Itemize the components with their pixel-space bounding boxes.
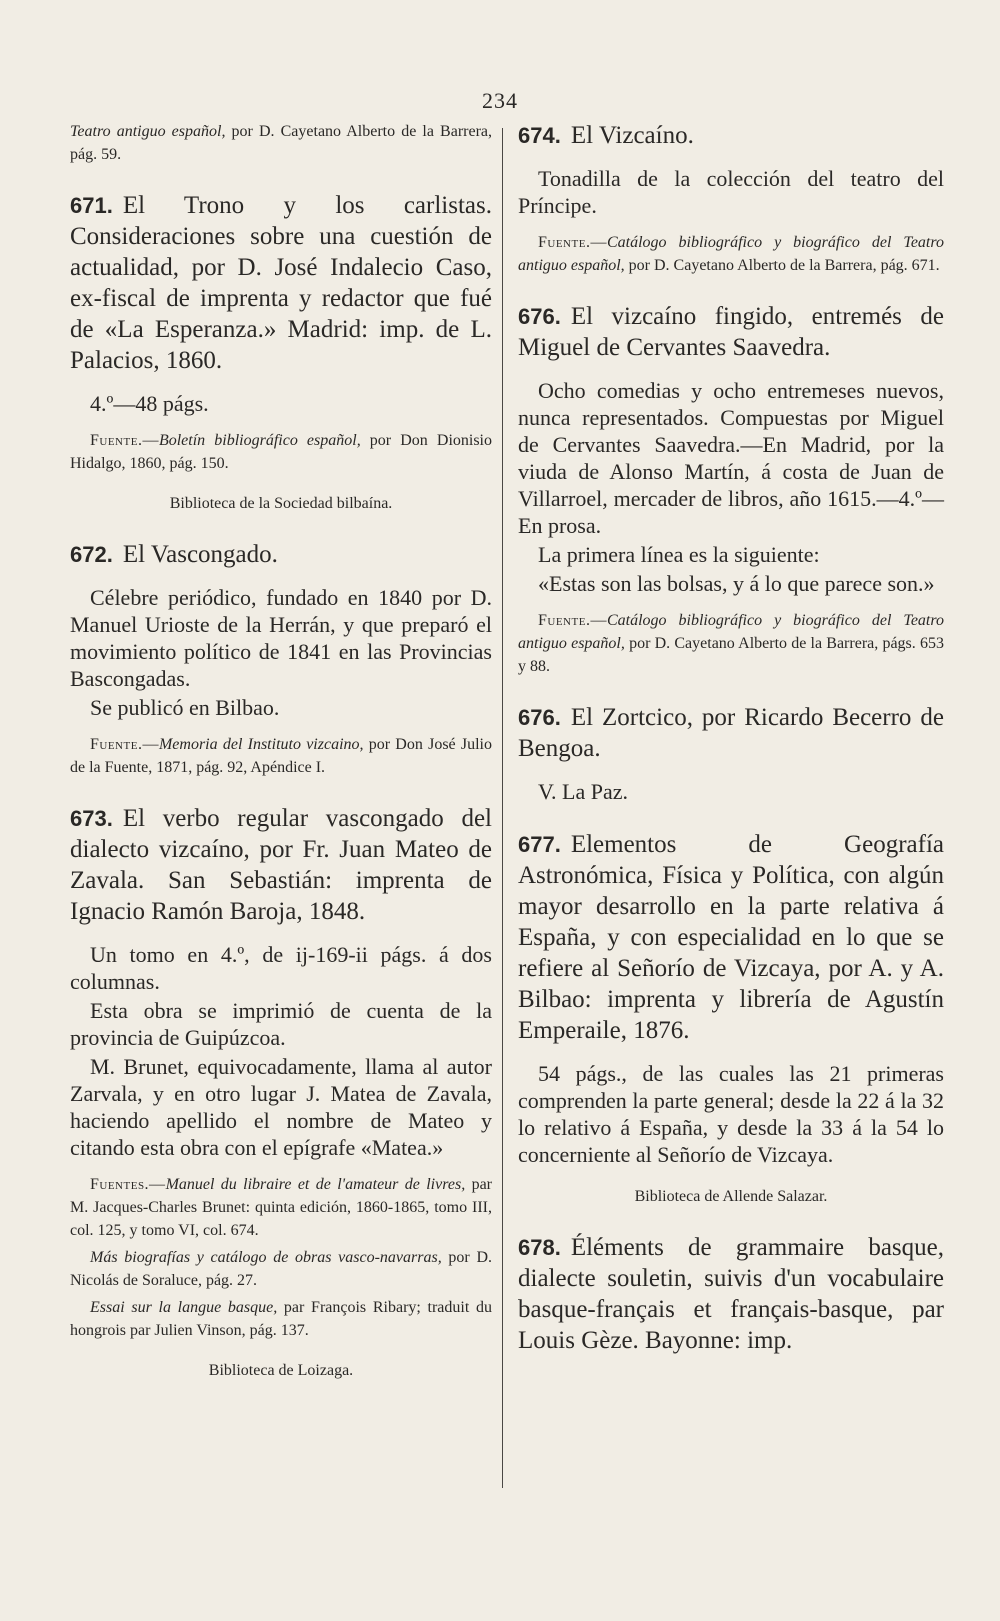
source-line — [70, 1296, 492, 1342]
source-line — [70, 1246, 492, 1292]
entry-paragraph: 4.º—48 págs. — [90, 391, 209, 416]
library-location: Biblioteca de Loizaga. — [208, 1362, 354, 1379]
source-title: Boletín bibliográfico español, — [158, 432, 361, 449]
catalog-entry — [518, 829, 944, 1208]
entry-sources — [70, 429, 492, 475]
entry-paragraph: Un tomo en 4.º, de ij-169-ii págs. á dos columnas. — [70, 942, 492, 994]
catalog-entry — [70, 803, 492, 1382]
entry-title-text: El Vascongado. — [122, 541, 278, 568]
entry-number: 672. — [70, 542, 113, 567]
source-title: Memoria del Instituto vizcaino, — [158, 736, 364, 753]
entry-paragraph: Esta obra se imprimió de cuenta de la provincia de Guipúzcoa. — [70, 998, 492, 1050]
source-label: Fuente.— — [90, 736, 159, 753]
right-column — [518, 120, 944, 1380]
source-rest: por Don José Julio de la Fuente, 1871, pág. 92, Apéndice I. — [70, 736, 492, 776]
entry-title — [518, 829, 944, 1046]
source-rest: por Don Dionisio Hidalgo, 1860, pág. 150. — [70, 432, 493, 472]
entry-title — [70, 539, 492, 570]
page-number: 234 — [482, 88, 518, 113]
source-label: Fuentes.— — [90, 1176, 166, 1193]
catalog-entry — [70, 539, 492, 779]
entry-title — [518, 1232, 944, 1356]
library-location: Biblioteca de la Sociedad bilbaína. — [169, 495, 393, 512]
entry-paragraph: Tonadilla de la colección del teatro del Príncipe. — [518, 166, 944, 218]
catalog-entry — [518, 702, 944, 805]
source-line — [518, 231, 944, 277]
source-rest: por D. Cayetano Alberto de la Barrera, págs. 653 y 88. — [518, 635, 944, 675]
entry-sources — [70, 733, 492, 779]
entry-number: 673. — [70, 806, 113, 831]
entry-sources — [70, 1173, 492, 1342]
catalog-entry — [70, 190, 492, 515]
catalog-entry — [518, 301, 944, 678]
column-divider — [502, 128, 503, 1488]
entry-title-text: El Zortcico, por Ricardo Becerro de Bengoa. — [518, 704, 944, 762]
entry-title — [518, 120, 944, 151]
source-title: Manuel du libraire et de l'amateur de livres, — [165, 1176, 466, 1193]
entry-sources — [518, 231, 944, 277]
left-entries — [70, 190, 492, 1382]
source-title: Catálogo bibliográfico y biográfico del Teatro antiguo español, — [518, 234, 944, 274]
catalog-entry — [518, 1232, 944, 1356]
entry-title-text: El verbo regular vascongado del dialecto vizcaíno, por Fr. Juan Mateo de Zavala. San Sebastián: imprenta de Ignacio Ramón Baroja, 1848. — [70, 805, 492, 925]
source-rest: par François Ribary; traduit du hongrois par Julien Vinson, pág. 137. — [70, 1299, 492, 1339]
entry-paragraph: Célebre periódico, fundado en 1840 por D. Manuel Urioste de la Herrán, y que preparó el movimiento político de 1841 en las Provincias Bascongadas. — [70, 585, 492, 691]
entry-number: 674. — [518, 123, 561, 148]
entry-paragraph: «Estas son las bolsas, y á lo que parece son.» — [538, 571, 935, 596]
continuation-source — [70, 120, 492, 166]
entry-paragraph: Ocho comedias y ocho entremeses nuevos, nunca representados. Compuestas por Miguel de Cervantes Saavedra.—En Madrid, por la viuda de Alonso Martín, á costa de Juan de Villarroel, mercader de libros, año 1615.—4.º—En prosa. — [518, 378, 944, 538]
source-line — [70, 1173, 492, 1242]
entry-title-text: El Trono y los carlistas. Consideraciones sobre una cuestión de actualidad, por D. José Indalecio Caso, ex-fiscal de imprenta y redactor que fué de «La Esperanza.» Madrid: imp. de L. Palacios, 1860. — [70, 192, 492, 374]
source-label: Fuente.— — [90, 432, 159, 449]
source-title: Más biografías y catálogo de obras vasco-navarras, — [90, 1249, 442, 1266]
entry-number: 676. — [518, 705, 561, 730]
left-column — [70, 120, 492, 1406]
entry-number: 671. — [70, 193, 113, 218]
entry-paragraph: V. La Paz. — [538, 779, 629, 804]
entry-sources — [518, 609, 944, 678]
entry-title-text: El vizcaíno fingido, entremés de Miguel de Cervantes Saavedra. — [518, 303, 944, 361]
continuation-title: Teatro antiguo español, — [70, 123, 226, 140]
source-title: Catálogo bibliográfico y biográfico del Teatro antiguo español, — [518, 612, 944, 652]
entry-title — [70, 190, 492, 376]
entry-title-text: El Vizcaíno. — [570, 122, 694, 149]
source-rest: por D. Nicolás de Soraluce, pág. 27. — [70, 1249, 492, 1289]
source-rest: par M. Jacques-Charles Brunet: quinta edición, 1860-1865, tomo III, col. 125, y tomo VI, col. 674. — [70, 1176, 492, 1239]
entry-number: 678. — [518, 1235, 561, 1260]
entry-paragraph: 54 págs., de las cuales las 21 primeras comprenden la parte general; desde la 22 á la 32 lo relativo á España, y desde la 33 á la 54 lo concerniente al Señorío de Vizcaya. — [518, 1061, 944, 1167]
continuation-rest: por D. Cayetano Alberto de la Barrera, pág. 59. — [70, 123, 493, 163]
entry-number: 677. — [518, 832, 561, 857]
catalog-entry — [518, 120, 944, 277]
entry-title-text: Elementos de Geografía Astronómica, Física y Política, con algún mayor desarrollo en la parte relativa á España, y con especialidad en lo que se refiere al Señorío de Vizcaya, por A. y A. Bilbao: imprenta y librería de Agustín Emperaile, 1876. — [518, 831, 944, 1044]
library-location: Biblioteca de Allende Salazar. — [634, 1188, 828, 1205]
entry-paragraph: M. Brunet, equivocadamente, llama al autor Zarvala, y en otro lugar J. Matea de Zavala, haciendo apellido el nombre de Mateo y citando esta obra con el epígrafe «Matea.» — [70, 1054, 492, 1160]
right-entries — [518, 120, 944, 1356]
entry-title — [518, 301, 944, 363]
source-label: Fuente.— — [538, 234, 607, 251]
source-line — [518, 609, 944, 678]
entry-title-text: Éléments de grammaire basque, dialecte souletin, suivis d'un vocabulaire basque-français et français-basque, par Louis Gèze. Bayonne: imp. — [518, 1234, 944, 1354]
entry-paragraph: Se publicó en Bilbao. — [90, 695, 280, 720]
entry-number: 676. — [518, 304, 561, 329]
entry-title — [70, 803, 492, 927]
source-line — [70, 733, 492, 779]
entry-paragraph: La primera línea es la siguiente: — [538, 542, 820, 567]
entry-title — [518, 702, 944, 764]
source-rest: por D. Cayetano Alberto de la Barrera, pág. 671. — [624, 257, 940, 274]
source-line — [70, 429, 492, 475]
source-label: Fuente.— — [538, 612, 607, 629]
source-title: Essai sur la langue basque, — [90, 1299, 278, 1316]
